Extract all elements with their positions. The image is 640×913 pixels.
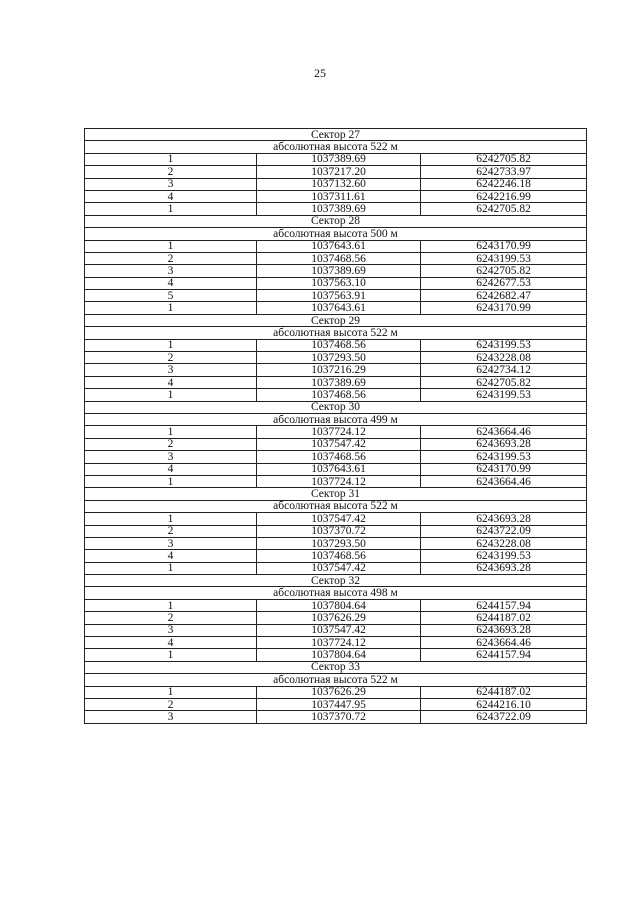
point-x: 1037643.61	[257, 240, 421, 252]
coordinates-table-body	[85, 129, 587, 724]
table-row	[85, 649, 587, 661]
point-y: 6242705.82	[421, 153, 587, 165]
table-row	[85, 463, 587, 475]
table-row	[85, 637, 587, 649]
table-row	[85, 612, 587, 624]
point-x: 1037370.72	[257, 525, 421, 537]
point-y: 6243170.99	[421, 302, 587, 314]
point-number: 2	[85, 252, 257, 264]
table-row	[85, 537, 587, 549]
coordinates-table	[84, 128, 587, 724]
sector-height: абсолютная высота 498 м	[85, 587, 587, 599]
table-row	[85, 166, 587, 178]
point-x: 1037389.69	[257, 376, 421, 388]
point-x: 1037468.56	[257, 550, 421, 562]
sector-title: Сектор 29	[85, 314, 587, 326]
point-x: 1037643.61	[257, 463, 421, 475]
table-row	[85, 364, 587, 376]
point-y: 6244187.02	[421, 686, 587, 698]
point-number: 3	[85, 451, 257, 463]
sector-title-row	[85, 401, 587, 413]
point-x: 1037563.10	[257, 277, 421, 289]
point-number: 3	[85, 178, 257, 190]
point-y: 6242705.82	[421, 203, 587, 215]
point-x: 1037311.61	[257, 190, 421, 202]
point-number: 4	[85, 550, 257, 562]
point-x: 1037804.64	[257, 599, 421, 611]
point-x: 1037389.69	[257, 265, 421, 277]
point-x: 1037643.61	[257, 302, 421, 314]
point-number: 1	[85, 599, 257, 611]
table-row	[85, 203, 587, 215]
point-number: 1	[85, 562, 257, 574]
point-number: 4	[85, 190, 257, 202]
point-x: 1037468.56	[257, 451, 421, 463]
point-y: 6243693.28	[421, 513, 587, 525]
table-row	[85, 277, 587, 289]
point-y: 6242705.82	[421, 376, 587, 388]
point-x: 1037468.56	[257, 389, 421, 401]
point-number: 2	[85, 698, 257, 710]
point-x: 1037293.50	[257, 352, 421, 364]
table-row	[85, 190, 587, 202]
sector-title: Сектор 31	[85, 488, 587, 500]
point-y: 6243228.08	[421, 352, 587, 364]
point-y: 6243722.09	[421, 711, 587, 723]
point-x: 1037563.91	[257, 290, 421, 302]
sector-height: абсолютная высота 522 м	[85, 327, 587, 339]
point-y: 6243664.46	[421, 426, 587, 438]
table-row	[85, 178, 587, 190]
point-number: 1	[85, 475, 257, 487]
point-y: 6243170.99	[421, 240, 587, 252]
point-y: 6242733.97	[421, 166, 587, 178]
point-y: 6244157.94	[421, 649, 587, 661]
sector-height: абсолютная высота 522 м	[85, 674, 587, 686]
point-number: 1	[85, 339, 257, 351]
page-number: 25	[314, 66, 326, 80]
sector-height-row	[85, 587, 587, 599]
sector-height: абсолютная высота 522 м	[85, 141, 587, 153]
table-row	[85, 153, 587, 165]
table-row	[85, 426, 587, 438]
point-number: 2	[85, 438, 257, 450]
point-x: 1037547.42	[257, 624, 421, 636]
point-x: 1037626.29	[257, 686, 421, 698]
table-row	[85, 302, 587, 314]
point-y: 6243693.28	[421, 624, 587, 636]
point-x: 1037547.42	[257, 513, 421, 525]
point-x: 1037217.20	[257, 166, 421, 178]
point-y: 6244216.10	[421, 698, 587, 710]
point-x: 1037389.69	[257, 153, 421, 165]
table-row	[85, 290, 587, 302]
point-x: 1037804.64	[257, 649, 421, 661]
point-y: 6243199.53	[421, 339, 587, 351]
point-number: 2	[85, 525, 257, 537]
table-row	[85, 376, 587, 388]
point-y: 6243693.28	[421, 562, 587, 574]
sector-height: абсолютная высота 499 м	[85, 413, 587, 425]
point-number: 4	[85, 376, 257, 388]
point-x: 1037216.29	[257, 364, 421, 376]
point-x: 1037389.69	[257, 203, 421, 215]
point-number: 1	[85, 389, 257, 401]
table-row	[85, 475, 587, 487]
sector-height-row	[85, 674, 587, 686]
point-y: 6243722.09	[421, 525, 587, 537]
point-y: 6243199.53	[421, 451, 587, 463]
point-x: 1037293.50	[257, 537, 421, 549]
sector-title-row	[85, 488, 587, 500]
sector-height-row	[85, 228, 587, 240]
sector-title-row	[85, 314, 587, 326]
table-row	[85, 389, 587, 401]
point-y: 6243664.46	[421, 475, 587, 487]
table-row	[85, 339, 587, 351]
point-y: 6243199.53	[421, 252, 587, 264]
table-row	[85, 513, 587, 525]
table-row	[85, 438, 587, 450]
point-x: 1037468.56	[257, 339, 421, 351]
table-row	[85, 711, 587, 723]
sector-title: Сектор 27	[85, 129, 587, 141]
point-y: 6244157.94	[421, 599, 587, 611]
point-y: 6243199.53	[421, 389, 587, 401]
table-row	[85, 525, 587, 537]
point-y: 6243199.53	[421, 550, 587, 562]
table-row	[85, 352, 587, 364]
table-row	[85, 550, 587, 562]
point-x: 1037547.42	[257, 562, 421, 574]
sector-title: Сектор 28	[85, 215, 587, 227]
point-x: 1037447.95	[257, 698, 421, 710]
table-row	[85, 686, 587, 698]
point-number: 3	[85, 364, 257, 376]
point-y: 6243693.28	[421, 438, 587, 450]
sector-title: Сектор 30	[85, 401, 587, 413]
point-y: 6242682.47	[421, 290, 587, 302]
point-y: 6243228.08	[421, 537, 587, 549]
point-x: 1037468.56	[257, 252, 421, 264]
sector-height: абсолютная высота 500 м	[85, 228, 587, 240]
sector-height-row	[85, 500, 587, 512]
sector-title-row	[85, 215, 587, 227]
point-x: 1037370.72	[257, 711, 421, 723]
point-y: 6244187.02	[421, 612, 587, 624]
point-number: 2	[85, 166, 257, 178]
point-x: 1037724.12	[257, 426, 421, 438]
point-x: 1037724.12	[257, 475, 421, 487]
point-x: 1037626.29	[257, 612, 421, 624]
point-number: 5	[85, 290, 257, 302]
point-number: 1	[85, 153, 257, 165]
sector-height: абсолютная высота 522 м	[85, 500, 587, 512]
sector-height-row	[85, 327, 587, 339]
table-row	[85, 599, 587, 611]
point-x: 1037132.60	[257, 178, 421, 190]
point-y: 6243664.46	[421, 637, 587, 649]
point-number: 2	[85, 612, 257, 624]
sector-title-row	[85, 129, 587, 141]
point-number: 3	[85, 265, 257, 277]
point-number: 3	[85, 711, 257, 723]
sector-title-row	[85, 575, 587, 587]
sector-title-row	[85, 661, 587, 673]
point-number: 4	[85, 463, 257, 475]
table-row	[85, 240, 587, 252]
point-number: 1	[85, 426, 257, 438]
point-x: 1037724.12	[257, 637, 421, 649]
point-y: 6242705.82	[421, 265, 587, 277]
point-x: 1037547.42	[257, 438, 421, 450]
sector-title: Сектор 33	[85, 661, 587, 673]
point-number: 3	[85, 537, 257, 549]
point-y: 6242246.18	[421, 178, 587, 190]
point-number: 4	[85, 277, 257, 289]
point-number: 1	[85, 513, 257, 525]
point-y: 6242216.99	[421, 190, 587, 202]
sector-height-row	[85, 413, 587, 425]
point-y: 6242677.53	[421, 277, 587, 289]
table-row	[85, 698, 587, 710]
table-row	[85, 624, 587, 636]
point-number: 3	[85, 624, 257, 636]
point-number: 2	[85, 352, 257, 364]
table-row	[85, 451, 587, 463]
point-number: 1	[85, 649, 257, 661]
point-y: 6242734.12	[421, 364, 587, 376]
point-y: 6243170.99	[421, 463, 587, 475]
point-number: 1	[85, 686, 257, 698]
point-number: 1	[85, 240, 257, 252]
point-number: 1	[85, 302, 257, 314]
table-row	[85, 252, 587, 264]
point-number: 1	[85, 203, 257, 215]
sector-title: Сектор 32	[85, 575, 587, 587]
table-row	[85, 562, 587, 574]
point-number: 4	[85, 637, 257, 649]
sector-height-row	[85, 141, 587, 153]
table-row	[85, 265, 587, 277]
